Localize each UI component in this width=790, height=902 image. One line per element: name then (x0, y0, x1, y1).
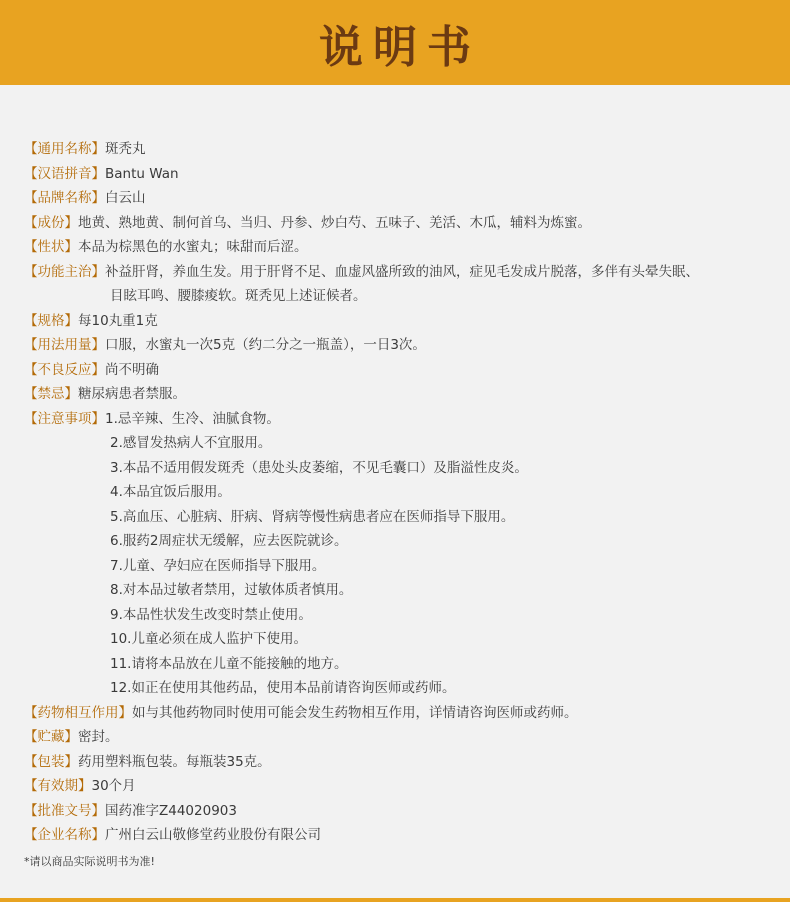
field-specification (24, 309, 774, 334)
field-ingredients (24, 211, 774, 236)
field-value: 国药准字Z44020903 (105, 802, 237, 819)
field-value: 如与其他药物同时使用可能会发生药物相互作用，详情请咨询医师或药师。 (132, 704, 578, 721)
field-contraindications (24, 382, 774, 407)
field-label: 【通用名称】 (24, 141, 105, 157)
field-pinyin (24, 162, 774, 187)
precaution-item: 11.请将本品放在儿童不能接触的地方。 (110, 655, 348, 672)
field-value: 糖尿病患者禁服。 (78, 386, 186, 402)
field-value: Bantu Wan (105, 165, 179, 182)
field-character (24, 235, 774, 260)
field-interactions (24, 701, 774, 726)
field-label: 【批准文号】 (24, 802, 105, 819)
precaution-item: 7.儿童、孕妇应在医师指导下服用。 (110, 557, 326, 574)
field-value: 每10丸重1克 (78, 312, 158, 329)
field-value: 药用塑料瓶包装。每瓶装35克。 (78, 753, 271, 770)
precaution-item: 5.高血压、心脏病、肝病、肾病等慢性病患者应在医师指导下服用。 (110, 508, 515, 525)
field-validity (24, 774, 774, 799)
field-precautions (24, 407, 774, 432)
field-label: 【不良反应】 (24, 361, 105, 378)
field-value: 白云山 (105, 190, 146, 206)
field-value: 口服，水蜜丸一次5克（约二分之一瓶盖），一日3次。 (105, 337, 426, 353)
field-value: 斑秃丸 (105, 141, 146, 157)
field-value: 30个月 (91, 778, 136, 794)
field-label: 【企业名称】 (24, 827, 105, 843)
precaution-item: 1.忌辛辣、生冷、油腻食物。 (105, 410, 280, 427)
field-approval (24, 799, 774, 824)
disclaimer-note: *请以商品实际说明书为准! (24, 854, 155, 868)
precaution-item: 12.如正在使用其他药品，使用本品前请咨询医师或药师。 (110, 680, 456, 696)
field-value: 广州白云山敬修堂药业股份有限公司 (105, 827, 321, 843)
field-label: 【贮藏】 (24, 729, 78, 745)
field-value: 本品为棕黑色的水蜜丸；味甜而后涩。 (78, 239, 308, 255)
precaution-item: 8.对本品过敏者禁用，过敏体质者慎用。 (110, 582, 353, 598)
field-value: 补益肝肾，养血生发。用于肝肾不足、血虚风盛所致的油风，症见毛发成片脱落，多伴有头晕失眠、 (105, 263, 699, 280)
precaution-item: 9.本品性状发生改变时禁止使用。 (110, 606, 312, 623)
field-label: 【用法用量】 (24, 337, 105, 353)
field-label: 【包装】 (24, 753, 78, 770)
field-label: 【功能主治】 (24, 263, 105, 280)
field-dosage (24, 333, 774, 358)
precaution-item: 2.感冒发热病人不宜服用。 (110, 435, 272, 451)
page-title: 说明书 (319, 21, 481, 73)
field-label: 【成份】 (24, 214, 78, 231)
instructions-body (24, 137, 774, 870)
bottom-border (0, 898, 790, 902)
field-storage (24, 725, 774, 750)
field-adverse-reactions (24, 358, 774, 383)
field-value: 地黄、熟地黄、制何首乌、当归、丹参、炒白芍、五味子、羌活、木瓜，辅料为炼蜜。 (78, 214, 591, 231)
field-label: 【禁忌】 (24, 386, 78, 402)
field-manufacturer (24, 823, 774, 848)
field-label: 【药物相互作用】 (24, 704, 132, 721)
precaution-item: 4.本品宜饭后服用。 (110, 484, 231, 500)
field-continuation: 目眩耳鸣、腰膝痠软。斑秃见上述证候者。 (110, 288, 367, 304)
field-value: 密封。 (78, 729, 119, 745)
field-label: 【注意事项】 (24, 410, 105, 427)
precaution-item: 10.儿童必须在成人监护下使用。 (110, 631, 307, 647)
field-label: 【品牌名称】 (24, 190, 105, 206)
field-value: 尚不明确 (105, 361, 159, 378)
header-banner (0, 0, 790, 85)
field-indications (24, 260, 774, 285)
field-brand (24, 186, 774, 211)
field-generic-name (24, 137, 774, 162)
field-label: 【规格】 (24, 312, 78, 329)
precaution-item: 6.服药2周症状无缓解，应去医院就诊。 (110, 533, 348, 549)
field-packaging (24, 750, 774, 775)
precaution-item: 3.本品不适用假发斑秃（患处头皮萎缩，不见毛囊口）及脂溢性皮炎。 (110, 459, 528, 476)
field-label: 【性状】 (24, 239, 78, 255)
field-label: 【有效期】 (24, 778, 92, 794)
field-label: 【汉语拼音】 (24, 165, 105, 182)
